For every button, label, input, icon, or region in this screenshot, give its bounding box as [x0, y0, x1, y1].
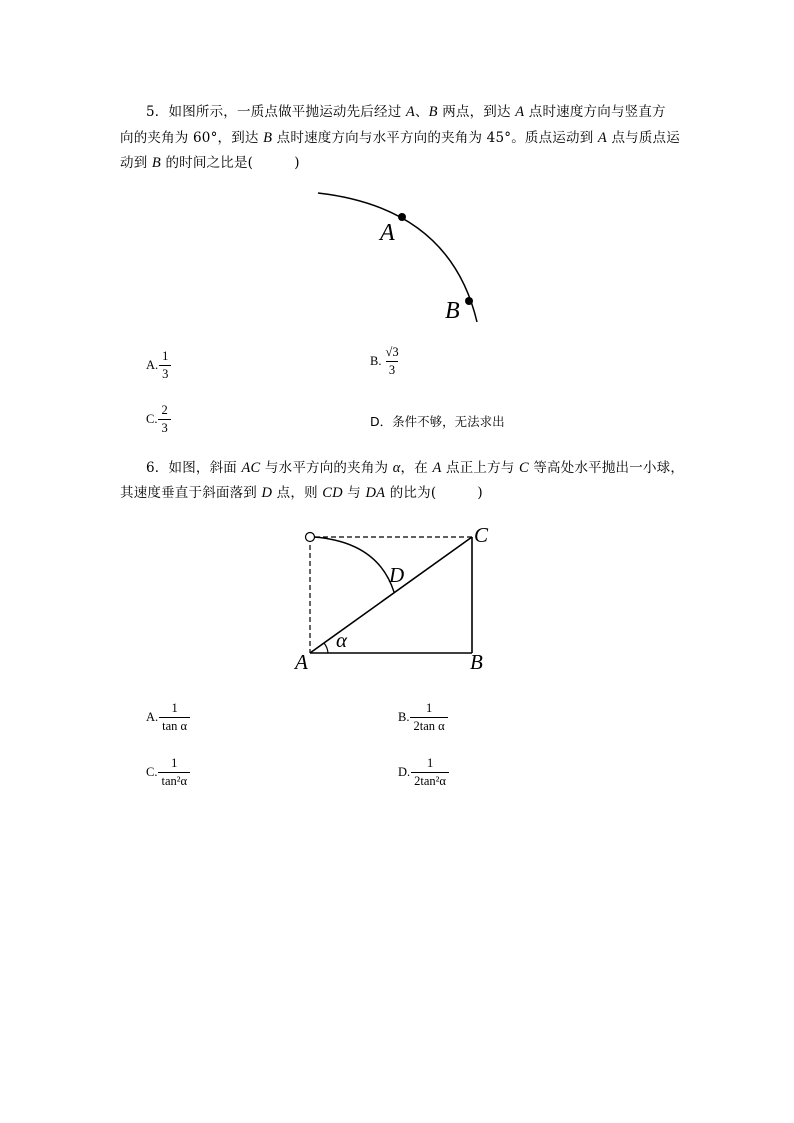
q5-line-1: 5．如图所示，一质点做平抛运动先后经过 A、B 两点，到达 A 点时速度方向与竖直方: [146, 104, 666, 120]
q5-option-a[interactable]: A. $\frac{1}{3}$: [146, 350, 171, 380]
point-d-label: D: [389, 563, 405, 587]
fraction: $\frac{1}{\text{tan²α}}$: [158, 757, 190, 787]
fraction: $\frac{√3}{3}$: [385, 345, 399, 377]
point-c-label: C: [474, 523, 489, 547]
q6-incline-figure: [290, 520, 500, 680]
q5-line-3: 动到 B 的时间之比是( ): [120, 155, 300, 171]
point-a-label: A: [295, 650, 308, 674]
slope-ac: [310, 537, 472, 653]
q6-line-2: 其速度垂直于斜面落到 D 点，则 CD 与 DA 的比为( ): [120, 485, 483, 501]
ball-trajectory: [314, 537, 394, 592]
point-b-label: B: [445, 298, 460, 324]
q6-option-b[interactable]: B. $\frac{1}{\text{2tan α}}$: [398, 702, 448, 732]
point-a-label: A: [380, 220, 395, 246]
fraction: $\frac{1}{\text{2tan α}}$: [410, 702, 447, 732]
angle-arc: [324, 643, 328, 653]
q5-option-d[interactable]: D． 条件不够，无法求出: [370, 414, 505, 429]
ball-icon: [306, 533, 315, 542]
q6-line-1: 6．如图，斜面 AC 与水平方向的夹角为 α，在 A 点正上方与 C 等高处水平抛出一小球，: [146, 460, 685, 476]
q5-line-2: 向的夹角为 60°，到达 B 点时速度方向与水平方向的夹角为 45°。质点运动到 A 点与质点运: [120, 130, 680, 146]
q6-option-c[interactable]: C. $\frac{1}{\text{tan²α}}$: [146, 757, 190, 787]
point-b-dot: [465, 297, 473, 305]
q6-option-a[interactable]: A. $\frac{1}{\text{tan α}}$: [146, 702, 190, 732]
fraction: $\frac{2}{3}$: [158, 404, 170, 434]
q5-option-c[interactable]: C. $\frac{2}{3}$: [146, 404, 171, 434]
angle-alpha-label: α: [336, 628, 348, 652]
fraction: $\frac{1}{\text{2tan²α}}$: [411, 757, 449, 787]
point-b-label: B: [470, 650, 483, 674]
fraction: $\frac{1}{\text{tan α}}$: [159, 702, 190, 732]
q5-trajectory-figure: [300, 180, 500, 330]
q5-option-b[interactable]: B. $\frac{√3}{3}$: [370, 346, 402, 376]
point-a-dot: [398, 213, 406, 221]
q6-option-d[interactable]: D. $\frac{1}{\text{2tan²α}}$: [398, 757, 449, 787]
fraction: $\frac{1}{3}$: [159, 350, 171, 380]
